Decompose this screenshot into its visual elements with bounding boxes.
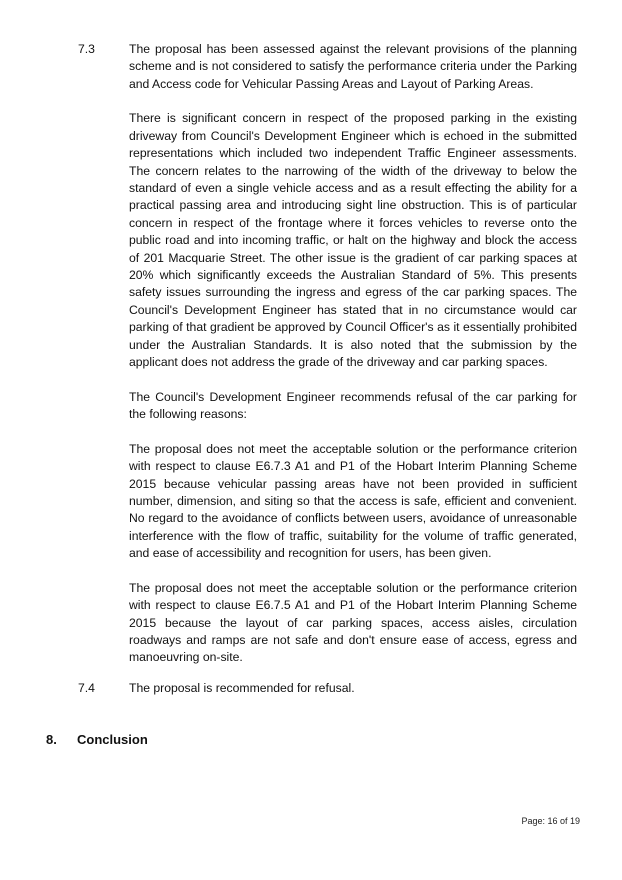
clause-number: 7.4: [78, 681, 95, 695]
clause-body: [129, 41, 577, 684]
paragraph: The Council's Development Engineer recommends refusal of the car parking for the following reasons:: [129, 389, 577, 422]
page-number: Page: 16 of 19: [521, 816, 580, 826]
section-number: 8.: [46, 732, 57, 747]
section-title: Conclusion: [77, 732, 148, 747]
paragraph: The proposal has been assessed against the relevant provisions of the planning scheme and is not considered to satisfy the performance criteria under the Parking and Access code for Vehicular Passing Areas and Layout of Parking Areas.: [129, 42, 577, 91]
paragraph: The proposal does not meet the acceptable solution or the performance criterion with respect to clause E6.7.5 A1 and P1 of the Hobart Interim Planning Scheme 2015 because the layout of car parking spaces, access aisles, circulation roadways and ramps are not safe and don't ensure ease of access, egress and manoeuvring on-site.: [129, 580, 577, 665]
clause-number: 7.3: [78, 42, 95, 56]
paragraph: The proposal does not meet the acceptable solution or the performance criterion with respect to clause E6.7.3 A1 and P1 of the Hobart Interim Planning Scheme 2015 because vehicular passing areas have not been provided in sufficient number, dimension, and siting so that the access is safe, efficient and convenient. No regard to the avoidance of conflicts between users, avoidance of unreasonable interference with the flow of traffic, suitability for the volume of traffic generated, and ease of accessibility and recognition for users, has been given.: [129, 441, 577, 561]
paragraph: There is significant concern in respect of the proposed parking in the existing driveway from Council's Development Engineer which is echoed in the submitted representations which included two independent Traffic Engineer assessments. The concern relates to the narrowing of the width of the driveway to below the standard of even a single vehicle access and as a result effecting the ability for a practical passing area and introducing sight line obstruction. This is of particular concern in respect of the frontage where it forces vehicles to reverse onto the public road and into incoming traffic, or halt on the highway and block the access of 201 Macquarie Street. The other issue is the gradient of car parking spaces at 20% which significantly exceeds the Australian Standard of 5%. This presents safety issues surrounding the ingress and egress of the car parking spaces. The Council's Development Engineer has stated that in no circumstance would car parking of that gradient be approved by Council Officer's as it essentially prohibited under the Australian Standards. It is also noted that the submission by the applicant does not address the grade of the driveway and car parking spaces.: [129, 111, 577, 370]
clause-body: [129, 680, 577, 715]
paragraph: The proposal is recommended for refusal.: [129, 681, 355, 695]
